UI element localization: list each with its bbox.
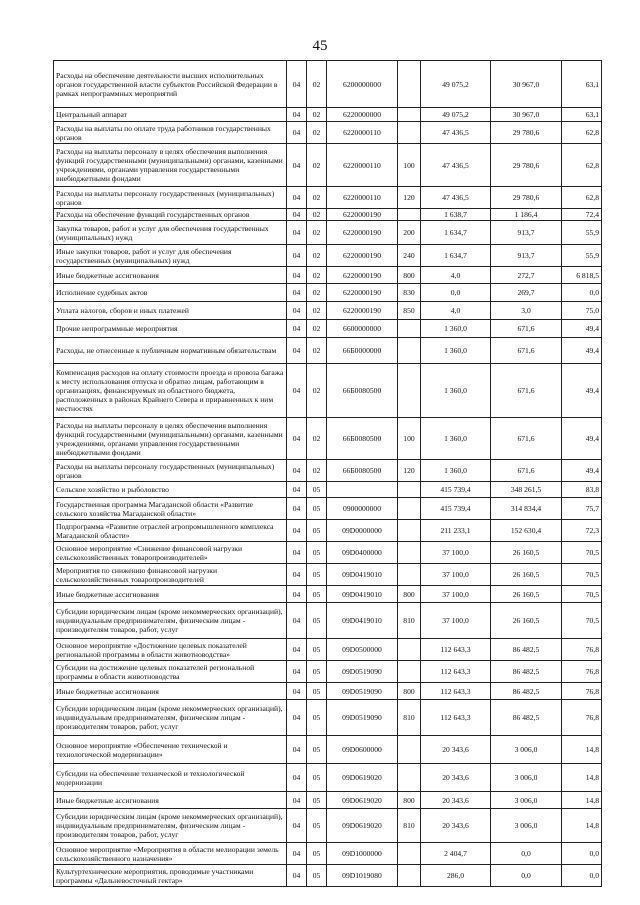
plan-amount-cell: 49 075,2 bbox=[421, 61, 491, 108]
execution-percent-cell: 0,0 bbox=[562, 284, 602, 302]
subsection-code-cell: 02 bbox=[307, 284, 327, 302]
target-article-cell: 09D0619020 bbox=[327, 792, 398, 809]
section-code-cell: 04 bbox=[287, 460, 307, 482]
execution-percent-cell: 55,9 bbox=[562, 245, 602, 267]
section-code-cell: 04 bbox=[287, 320, 307, 338]
subsection-code-cell: 05 bbox=[307, 736, 327, 764]
section-code-cell: 04 bbox=[287, 792, 307, 809]
subsection-code-cell: 05 bbox=[307, 661, 327, 683]
plan-amount-cell: 49 075,2 bbox=[421, 108, 491, 122]
execution-percent-cell: 72,4 bbox=[562, 209, 602, 221]
execution-percent-cell: 63,1 bbox=[562, 108, 602, 122]
row-name-cell: Основное мероприятие «Достижение целевых показателей региональной программы в области животноводства» bbox=[54, 639, 287, 661]
actual-amount-cell: 314 834,4 bbox=[491, 498, 562, 520]
execution-percent-cell: 76,8 bbox=[562, 661, 602, 683]
target-article-cell: 6220000190 bbox=[327, 245, 398, 267]
row-name-cell: Иные бюджетные ассигнования bbox=[54, 267, 287, 284]
row-name-cell: Основное мероприятие «Обеспечение технической и технологической модернизации» bbox=[54, 736, 287, 764]
section-code-cell: 04 bbox=[287, 843, 307, 865]
execution-percent-cell: 70,5 bbox=[562, 586, 602, 603]
table-row bbox=[54, 61, 602, 108]
row-name-cell: Иные закупки товаров, работ и услуг для обеспечения государственных (муниципальных) нужд bbox=[54, 245, 287, 267]
table-row bbox=[54, 639, 602, 661]
target-article-cell: 09D1000000 bbox=[327, 843, 398, 865]
expense-type-cell bbox=[398, 661, 421, 683]
table-row bbox=[54, 364, 602, 418]
target-article-cell: 09D0419010 bbox=[327, 586, 398, 603]
target-article-cell: 6220000190 bbox=[327, 267, 398, 284]
subsection-code-cell: 02 bbox=[307, 460, 327, 482]
plan-amount-cell: 20 343,6 bbox=[421, 764, 491, 792]
actual-amount-cell: 152 630,4 bbox=[491, 520, 562, 542]
execution-percent-cell: 0,0 bbox=[562, 865, 602, 887]
plan-amount-cell: 1 634,7 bbox=[421, 221, 491, 245]
table-row bbox=[54, 187, 602, 209]
row-name-cell: Расходы на выплаты по оплате труда работников государственных органов bbox=[54, 122, 287, 144]
actual-amount-cell: 86 482,5 bbox=[491, 639, 562, 661]
expense-type-cell bbox=[398, 320, 421, 338]
row-name-cell: Закупка товаров, работ и услуг для обеспечения государственных (муниципальных) нужд bbox=[54, 221, 287, 245]
expense-type-cell bbox=[398, 843, 421, 865]
row-name-cell: Сельское хозяйство и рыболовство bbox=[54, 482, 287, 498]
plan-amount-cell: 20 343,6 bbox=[421, 809, 491, 843]
target-article-cell: 09D0519090 bbox=[327, 661, 398, 683]
section-code-cell: 04 bbox=[287, 661, 307, 683]
execution-percent-cell: 49,4 bbox=[562, 338, 602, 364]
target-article-cell: 6220000000 bbox=[327, 108, 398, 122]
execution-percent-cell: 14,8 bbox=[562, 736, 602, 764]
expense-type-cell bbox=[398, 61, 421, 108]
row-name-cell: Уплата налогов, сборов и иных платежей bbox=[54, 302, 287, 320]
plan-amount-cell: 47 436,5 bbox=[421, 144, 491, 187]
expense-type-cell bbox=[398, 520, 421, 542]
plan-amount-cell: 4,0 bbox=[421, 302, 491, 320]
section-code-cell: 04 bbox=[287, 122, 307, 144]
actual-amount-cell: 913,7 bbox=[491, 221, 562, 245]
subsection-code-cell: 05 bbox=[307, 564, 327, 586]
expense-type-cell: 800 bbox=[398, 792, 421, 809]
plan-amount-cell: 112 643,3 bbox=[421, 639, 491, 661]
actual-amount-cell: 30 967,0 bbox=[491, 108, 562, 122]
section-code-cell: 04 bbox=[287, 764, 307, 792]
row-name-cell: Мероприятия по снижению финансовой нагрузки сельскохозяйственных товаропроизводителей bbox=[54, 564, 287, 586]
plan-amount-cell: 20 343,6 bbox=[421, 792, 491, 809]
plan-amount-cell: 1 360,0 bbox=[421, 460, 491, 482]
execution-percent-cell: 49,4 bbox=[562, 418, 602, 460]
actual-amount-cell: 1 186,4 bbox=[491, 209, 562, 221]
subsection-code-cell: 05 bbox=[307, 542, 327, 564]
actual-amount-cell: 29 780,6 bbox=[491, 144, 562, 187]
actual-amount-cell: 3 006,0 bbox=[491, 764, 562, 792]
target-article-cell: 66Б0080500 bbox=[327, 364, 398, 418]
row-name-cell: Субсидии юридическим лицам (кроме некоммерческих организаций), индивидуальным предпринимателям, физическим лицам - производителям товаров, работ, услуг bbox=[54, 809, 287, 843]
execution-percent-cell: 70,5 bbox=[562, 542, 602, 564]
actual-amount-cell: 671,6 bbox=[491, 338, 562, 364]
plan-amount-cell: 415 739,4 bbox=[421, 498, 491, 520]
actual-amount-cell: 671,6 bbox=[491, 460, 562, 482]
expense-type-cell: 810 bbox=[398, 603, 421, 639]
actual-amount-cell: 29 780,6 bbox=[491, 187, 562, 209]
table-row bbox=[54, 245, 602, 267]
table-row bbox=[54, 498, 602, 520]
section-code-cell: 04 bbox=[287, 520, 307, 542]
row-name-cell: Иные бюджетные ассигнования bbox=[54, 586, 287, 603]
table-row bbox=[54, 809, 602, 843]
expense-type-cell bbox=[398, 482, 421, 498]
target-article-cell: 6220000190 bbox=[327, 209, 398, 221]
table-row bbox=[54, 764, 602, 792]
expense-type-cell: 800 bbox=[398, 267, 421, 284]
expense-type-cell: 850 bbox=[398, 302, 421, 320]
target-article-cell: 09D1019080 bbox=[327, 865, 398, 887]
execution-percent-cell: 62,8 bbox=[562, 122, 602, 144]
section-code-cell: 04 bbox=[287, 364, 307, 418]
section-code-cell: 04 bbox=[287, 267, 307, 284]
target-article-cell: 09D0400000 bbox=[327, 542, 398, 564]
section-code-cell: 04 bbox=[287, 498, 307, 520]
expense-type-cell: 200 bbox=[398, 221, 421, 245]
plan-amount-cell: 37 100,0 bbox=[421, 564, 491, 586]
expense-type-cell bbox=[398, 764, 421, 792]
actual-amount-cell: 30 967,0 bbox=[491, 61, 562, 108]
expense-type-cell: 810 bbox=[398, 809, 421, 843]
table-row bbox=[54, 320, 602, 338]
table-row bbox=[54, 338, 602, 364]
expense-type-cell: 800 bbox=[398, 683, 421, 700]
row-name-cell: Исполнение судебных актов bbox=[54, 284, 287, 302]
target-article-cell: 09D0419010 bbox=[327, 564, 398, 586]
expense-type-cell: 100 bbox=[398, 418, 421, 460]
section-code-cell: 04 bbox=[287, 586, 307, 603]
table-row bbox=[54, 267, 602, 284]
target-article-cell: 09D0419010 bbox=[327, 603, 398, 639]
actual-amount-cell: 3,0 bbox=[491, 302, 562, 320]
execution-percent-cell: 76,8 bbox=[562, 683, 602, 700]
subsection-code-cell: 05 bbox=[307, 520, 327, 542]
actual-amount-cell: 86 482,5 bbox=[491, 700, 562, 736]
subsection-code-cell: 02 bbox=[307, 245, 327, 267]
expense-type-cell bbox=[398, 639, 421, 661]
actual-amount-cell: 272,7 bbox=[491, 267, 562, 284]
plan-amount-cell: 0,0 bbox=[421, 284, 491, 302]
actual-amount-cell: 86 482,5 bbox=[491, 683, 562, 700]
execution-percent-cell: 62,8 bbox=[562, 144, 602, 187]
section-code-cell: 04 bbox=[287, 245, 307, 267]
plan-amount-cell: 2 404,7 bbox=[421, 843, 491, 865]
execution-percent-cell: 76,8 bbox=[562, 639, 602, 661]
table-row bbox=[54, 700, 602, 736]
expense-type-cell bbox=[398, 498, 421, 520]
subsection-code-cell: 02 bbox=[307, 187, 327, 209]
actual-amount-cell: 671,6 bbox=[491, 364, 562, 418]
execution-percent-cell: 72,3 bbox=[562, 520, 602, 542]
target-article-cell: 09D0619020 bbox=[327, 764, 398, 792]
table-row bbox=[54, 418, 602, 460]
table-row bbox=[54, 209, 602, 221]
plan-amount-cell: 4,0 bbox=[421, 267, 491, 284]
table-row bbox=[54, 736, 602, 764]
section-code-cell: 04 bbox=[287, 865, 307, 887]
subsection-code-cell: 05 bbox=[307, 683, 327, 700]
plan-amount-cell: 37 100,0 bbox=[421, 603, 491, 639]
expense-type-cell bbox=[398, 108, 421, 122]
plan-amount-cell: 112 643,3 bbox=[421, 683, 491, 700]
table-row bbox=[54, 302, 602, 320]
row-name-cell: Подпрограмма «Развитие отраслей агропромышленного комплекса Магаданской области» bbox=[54, 520, 287, 542]
row-name-cell: Прочие непрограммные мероприятия bbox=[54, 320, 287, 338]
actual-amount-cell: 26 160,5 bbox=[491, 603, 562, 639]
execution-percent-cell: 14,8 bbox=[562, 792, 602, 809]
table-row bbox=[54, 460, 602, 482]
plan-amount-cell: 211 233,1 bbox=[421, 520, 491, 542]
plan-amount-cell: 286,0 bbox=[421, 865, 491, 887]
subsection-code-cell: 02 bbox=[307, 108, 327, 122]
expense-type-cell: 240 bbox=[398, 245, 421, 267]
target-article-cell: 6200000000 bbox=[327, 61, 398, 108]
target-article-cell: 6220000110 bbox=[327, 122, 398, 144]
subsection-code-cell: 05 bbox=[307, 865, 327, 887]
row-name-cell: Субсидии юридическим лицам (кроме некоммерческих организаций), индивидуальным предпринимателям, физическим лицам - производителям товаров, работ, услуг bbox=[54, 603, 287, 639]
row-name-cell: Основное мероприятие «Снижение финансовой нагрузки сельскохозяйственных товаропроизводителей» bbox=[54, 542, 287, 564]
plan-amount-cell: 37 100,0 bbox=[421, 542, 491, 564]
expense-type-cell: 120 bbox=[398, 460, 421, 482]
execution-percent-cell: 76,8 bbox=[562, 700, 602, 736]
target-article-cell: 09D0519090 bbox=[327, 700, 398, 736]
subsection-code-cell: 05 bbox=[307, 809, 327, 843]
target-article-cell: 6220000110 bbox=[327, 144, 398, 187]
plan-amount-cell: 112 643,3 bbox=[421, 700, 491, 736]
table-row bbox=[54, 564, 602, 586]
table-row bbox=[54, 284, 602, 302]
execution-percent-cell: 49,4 bbox=[562, 320, 602, 338]
subsection-code-cell: 05 bbox=[307, 586, 327, 603]
table-row bbox=[54, 542, 602, 564]
table-row bbox=[54, 221, 602, 245]
expense-type-cell bbox=[398, 865, 421, 887]
expense-type-cell bbox=[398, 542, 421, 564]
actual-amount-cell: 913,7 bbox=[491, 245, 562, 267]
subsection-code-cell: 02 bbox=[307, 122, 327, 144]
plan-amount-cell: 1 634,7 bbox=[421, 245, 491, 267]
target-article-cell: 09D0000000 bbox=[327, 520, 398, 542]
plan-amount-cell: 1 360,0 bbox=[421, 418, 491, 460]
table-row bbox=[54, 122, 602, 144]
row-name-cell: Культуртехнические мероприятия, проводимые участниками программы «Дальневосточный гектар» bbox=[54, 865, 287, 887]
section-code-cell: 04 bbox=[287, 187, 307, 209]
actual-amount-cell: 26 160,5 bbox=[491, 564, 562, 586]
plan-amount-cell: 112 643,3 bbox=[421, 661, 491, 683]
row-name-cell: Расходы на выплаты персоналу государственных (муниципальных) органов bbox=[54, 187, 287, 209]
section-code-cell: 04 bbox=[287, 542, 307, 564]
plan-amount-cell: 37 100,0 bbox=[421, 586, 491, 603]
execution-percent-cell: 55,9 bbox=[562, 221, 602, 245]
subsection-code-cell: 05 bbox=[307, 764, 327, 792]
table-row bbox=[54, 792, 602, 809]
actual-amount-cell: 29 780,6 bbox=[491, 122, 562, 144]
execution-percent-cell: 62,8 bbox=[562, 187, 602, 209]
execution-percent-cell: 70,5 bbox=[562, 603, 602, 639]
target-article-cell: 6220000110 bbox=[327, 187, 398, 209]
section-code-cell: 04 bbox=[287, 418, 307, 460]
subsection-code-cell: 02 bbox=[307, 209, 327, 221]
subsection-code-cell: 05 bbox=[307, 482, 327, 498]
subsection-code-cell: 05 bbox=[307, 792, 327, 809]
section-code-cell: 04 bbox=[287, 338, 307, 364]
section-code-cell: 04 bbox=[287, 284, 307, 302]
target-article-cell: 6600000000 bbox=[327, 320, 398, 338]
section-code-cell: 04 bbox=[287, 221, 307, 245]
target-article-cell: 09D0500000 bbox=[327, 639, 398, 661]
table-row bbox=[54, 683, 602, 700]
execution-percent-cell: 83,8 bbox=[562, 482, 602, 498]
row-name-cell: Субсидии на обеспечение технической и технологической модернизации bbox=[54, 764, 287, 792]
actual-amount-cell: 3 006,0 bbox=[491, 736, 562, 764]
row-name-cell: Центральный аппарат bbox=[54, 108, 287, 122]
section-code-cell: 04 bbox=[287, 603, 307, 639]
table-row bbox=[54, 603, 602, 639]
expense-type-cell bbox=[398, 364, 421, 418]
actual-amount-cell: 671,6 bbox=[491, 418, 562, 460]
row-name-cell: Расходы на выплаты персоналу в целях обеспечения выполнения функций государственными (муниципальными) органами, казенными учреждениями, органами управления государственными внебюджетными фондами bbox=[54, 418, 287, 460]
plan-amount-cell: 47 436,5 bbox=[421, 187, 491, 209]
row-name-cell: Государственная программа Магаданской области «Развитие сельского хозяйства Магаданской области» bbox=[54, 498, 287, 520]
section-code-cell: 04 bbox=[287, 564, 307, 586]
row-name-cell: Компенсация расходов на оплату стоимости проезда и провоза багажа к месту использования отпуска и обратно лицам, работающим в организациях, финансируемых из областного бюджета, расположенных в районах Крайнего Севера и приравненных к ним местностях bbox=[54, 364, 287, 418]
execution-percent-cell: 6 818,5 bbox=[562, 267, 602, 284]
row-name-cell: Иные бюджетные ассигнования bbox=[54, 683, 287, 700]
row-name-cell: Расходы на обеспечение функций государственных органов bbox=[54, 209, 287, 221]
actual-amount-cell: 26 160,5 bbox=[491, 542, 562, 564]
target-article-cell: 0900000000 bbox=[327, 498, 398, 520]
row-name-cell: Субсидии на достижение целевых показателей региональной программы в области животноводства bbox=[54, 661, 287, 683]
actual-amount-cell: 3 006,0 bbox=[491, 809, 562, 843]
target-article-cell: 6220000190 bbox=[327, 221, 398, 245]
expense-type-cell: 120 bbox=[398, 187, 421, 209]
execution-percent-cell: 49,4 bbox=[562, 364, 602, 418]
row-name-cell: Основное мероприятие «Мероприятия в области мелиорации земель сельскохозяйственного назначения» bbox=[54, 843, 287, 865]
target-article-cell: 66Б0000000 bbox=[327, 338, 398, 364]
plan-amount-cell: 1 360,0 bbox=[421, 320, 491, 338]
plan-amount-cell: 47 436,5 bbox=[421, 122, 491, 144]
execution-percent-cell: 75,7 bbox=[562, 498, 602, 520]
row-name-cell: Расходы на обеспечение деятельности высших исполнительных органов государственной власти субъектов Российской Федерации в рамках непрограммных мероприятий bbox=[54, 61, 287, 108]
page-number: 45 bbox=[312, 38, 328, 54]
subsection-code-cell: 02 bbox=[307, 302, 327, 320]
subsection-code-cell: 02 bbox=[307, 61, 327, 108]
target-article-cell: 6220000190 bbox=[327, 284, 398, 302]
actual-amount-cell: 269,7 bbox=[491, 284, 562, 302]
target-article-cell: 66Б0080500 bbox=[327, 460, 398, 482]
expense-type-cell: 830 bbox=[398, 284, 421, 302]
section-code-cell: 04 bbox=[287, 61, 307, 108]
expense-type-cell: 800 bbox=[398, 586, 421, 603]
plan-amount-cell: 1 360,0 bbox=[421, 338, 491, 364]
section-code-cell: 04 bbox=[287, 809, 307, 843]
table-row bbox=[54, 586, 602, 603]
subsection-code-cell: 02 bbox=[307, 364, 327, 418]
target-article-cell: 09D0600000 bbox=[327, 736, 398, 764]
execution-percent-cell: 63,1 bbox=[562, 61, 602, 108]
actual-amount-cell: 26 160,5 bbox=[491, 586, 562, 603]
subsection-code-cell: 02 bbox=[307, 418, 327, 460]
actual-amount-cell: 0,0 bbox=[491, 843, 562, 865]
target-article-cell: 09D0519090 bbox=[327, 683, 398, 700]
section-code-cell: 04 bbox=[287, 482, 307, 498]
table-row bbox=[54, 865, 602, 887]
table-row bbox=[54, 482, 602, 498]
table-row bbox=[54, 843, 602, 865]
section-code-cell: 04 bbox=[287, 209, 307, 221]
target-article-cell bbox=[327, 482, 398, 498]
plan-amount-cell: 1 638,7 bbox=[421, 209, 491, 221]
actual-amount-cell: 86 482,5 bbox=[491, 661, 562, 683]
section-code-cell: 04 bbox=[287, 700, 307, 736]
actual-amount-cell: 348 261,5 bbox=[491, 482, 562, 498]
section-code-cell: 04 bbox=[287, 302, 307, 320]
execution-percent-cell: 14,8 bbox=[562, 764, 602, 792]
subsection-code-cell: 05 bbox=[307, 498, 327, 520]
expense-type-cell bbox=[398, 564, 421, 586]
table-row bbox=[54, 108, 602, 122]
section-code-cell: 04 bbox=[287, 683, 307, 700]
row-name-cell: Расходы на выплаты персоналу государственных (муниципальных) органов bbox=[54, 460, 287, 482]
execution-percent-cell: 0,0 bbox=[562, 843, 602, 865]
subsection-code-cell: 02 bbox=[307, 338, 327, 364]
section-code-cell: 04 bbox=[287, 639, 307, 661]
row-name-cell: Иные бюджетные ассигнования bbox=[54, 792, 287, 809]
subsection-code-cell: 05 bbox=[307, 843, 327, 865]
expense-type-cell bbox=[398, 122, 421, 144]
actual-amount-cell: 0,0 bbox=[491, 865, 562, 887]
table-row bbox=[54, 661, 602, 683]
execution-percent-cell: 75,0 bbox=[562, 302, 602, 320]
actual-amount-cell: 3 006,0 bbox=[491, 792, 562, 809]
expense-type-cell bbox=[398, 338, 421, 364]
subsection-code-cell: 02 bbox=[307, 144, 327, 187]
plan-amount-cell: 1 360,0 bbox=[421, 364, 491, 418]
subsection-code-cell: 02 bbox=[307, 221, 327, 245]
row-name-cell: Расходы на выплаты персоналу в целях обеспечения выполнения функций государственными (муниципальными) органами, казенными учреждениями, органами управления государственными внебюджетными фондами bbox=[54, 144, 287, 187]
execution-percent-cell: 70,5 bbox=[562, 564, 602, 586]
expense-type-cell: 100 bbox=[398, 144, 421, 187]
section-code-cell: 04 bbox=[287, 736, 307, 764]
target-article-cell: 09D0619020 bbox=[327, 809, 398, 843]
target-article-cell: 6220000190 bbox=[327, 302, 398, 320]
target-article-cell: 66Б0080500 bbox=[327, 418, 398, 460]
expense-type-cell bbox=[398, 736, 421, 764]
plan-amount-cell: 20 343,6 bbox=[421, 736, 491, 764]
execution-percent-cell: 14,8 bbox=[562, 809, 602, 843]
plan-amount-cell: 415 739,4 bbox=[421, 482, 491, 498]
table-row bbox=[54, 520, 602, 542]
section-code-cell: 04 bbox=[287, 108, 307, 122]
actual-amount-cell: 671,6 bbox=[491, 320, 562, 338]
subsection-code-cell: 05 bbox=[307, 639, 327, 661]
subsection-code-cell: 05 bbox=[307, 700, 327, 736]
subsection-code-cell: 02 bbox=[307, 267, 327, 284]
execution-percent-cell: 49,4 bbox=[562, 460, 602, 482]
budget-table bbox=[53, 60, 602, 887]
table-row bbox=[54, 144, 602, 187]
subsection-code-cell: 02 bbox=[307, 320, 327, 338]
expense-type-cell: 810 bbox=[398, 700, 421, 736]
subsection-code-cell: 05 bbox=[307, 603, 327, 639]
row-name-cell: Расходы, не отнесенные к публичным нормативным обязательствам bbox=[54, 338, 287, 364]
expense-type-cell bbox=[398, 209, 421, 221]
section-code-cell: 04 bbox=[287, 144, 307, 187]
row-name-cell: Субсидии юридическим лицам (кроме некоммерческих организаций), индивидуальным предпринимателям, физическим лицам - производителям товаров, работ, услуг bbox=[54, 700, 287, 736]
